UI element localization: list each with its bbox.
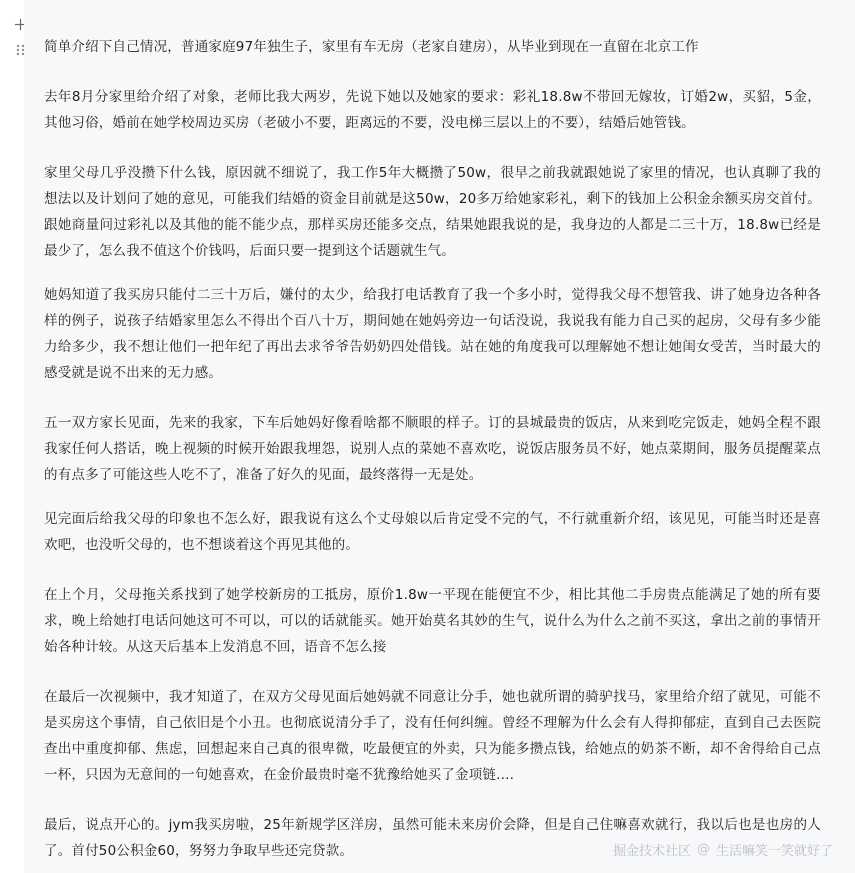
paragraph: 她妈知道了我买房只能付二三十万后，嫌付的太少，给我打电话教育了我一个多小时，觉得我父母不想管我、讲了她身边各种各样的例子，说孩子结婚家里怎么不得出个百八十万，期间她在她妈旁边一句话没说，我说我有能力自己买的起房，父母有多少能力给多少，我不想让他们一把年纪了再出去求爷爷告奶奶四处借钱。站在她的角度我可以理解她不想让她闺女受苦，当时最大的感受就是说不出来的无力感。 [44,287,821,381]
watermark-author: 生活嘛笑一笑就好了 [715,844,833,859]
paragraph: 见完面后给我父母的印象也不怎么好，跟我说有这么个丈母娘以后肯定受不完的气，不行就重新介绍，该见见，可能当时还是喜欢吧，也没听父母的，也不想谈着这个再见其他的。 [44,511,821,553]
paragraph: 家里父母几乎没攒下什么钱，原因就不细说了，我工作5年大概攒了50w，很早之前我就跟她说了家里的情况，也认真聊了我的想法以及计划问了她的意见，可能我们结婚的资金目前就是这50w，20多万给她家彩礼，剩下的钱加上公积金余额买房交首付。跟她商量问过彩礼以及其他的能不能少点，那样买房还能多交点，结果她跟我说的是，我身边的人都是二三十万，18.8w已经是最少了，怎么我不值这个价钱吗，后面只要一提到这个话题就生气。 [44,165,821,259]
document-content [24,0,855,873]
watermark-site: 掘金技术社区 [612,844,691,859]
paragraph: 五一双方家长见面，先来的我家，下车后她妈好像看啥都不顺眼的样子。订的县城最贵的饭店，从来到吃完饭走，她妈全程不跟我家任何人搭话，晚上视频的时候开始跟我埋怨，说别人点的菜她不喜欢吃，说饭店服务员不好，她点菜期间，服务员提醒菜点的有点多了可能这些人吃不了，准备了好久的见面，最终落得一无是处。 [44,415,821,483]
paragraph: 在上个月，父母拖关系找到了她学校新房的工抵房，原价1.8w一平现在能便宜不少，相比其他二手房贵点能满足了她的所有要求，晚上给她打电话问她这可不可以，可以的话就能买。她开始莫名其妙的生气，说什么为什么之前不买这，拿出之前的事情开始各种计较。从这天后基本上发消息不回，语音不怎么接 [44,587,821,655]
paragraph: 简单介绍下自己情况，普通家庭97年独生子，家里有车无房（老家自建房），从毕业到现在一直留在北京工作 [44,39,699,55]
watermark-separator: @ [696,842,710,857]
paragraph: 去年8月分家里给介绍了对象，老师比我大两岁，先说下她以及她家的要求：彩礼18.8w不带回无嫁妆，订婚2w，买貂，5金，其他习俗，婚前在她学校周边买房（老破小不要，距离远的不要，没电梯三层以上的不要），结婚后她管钱。 [44,89,821,131]
paragraph: 最后，说点开心的。jym我买房啦，25年新规学区洋房，虽然可能未来房价会降，但是自己住嘛喜欢就行，我以后也是也房的人了。首付50公积金60，努努力争取早些还完贷款。 [44,817,821,859]
watermark [613,840,833,859]
paragraph: 在最后一次视频中，我才知道了，在双方父母见面后她妈就不同意让分手，她也就所谓的骑驴找马，家里给介绍了就见，可能不是买房这个事情，自己依旧是个小丑。也彻底说清分手了，没有任何纠缠。曾经不理解为什么会有人得抑郁症，直到自己去医院查出中重度抑郁、焦虑，回想起来自己真的很卑微，吃最便宜的外卖，只为能多攒点钱，给她点的奶茶不断，却不舍得给自己点一杯，只因为无意间的一句她喜欢，在金价最贵时毫不犹豫给她买了金项链.... [44,689,821,783]
